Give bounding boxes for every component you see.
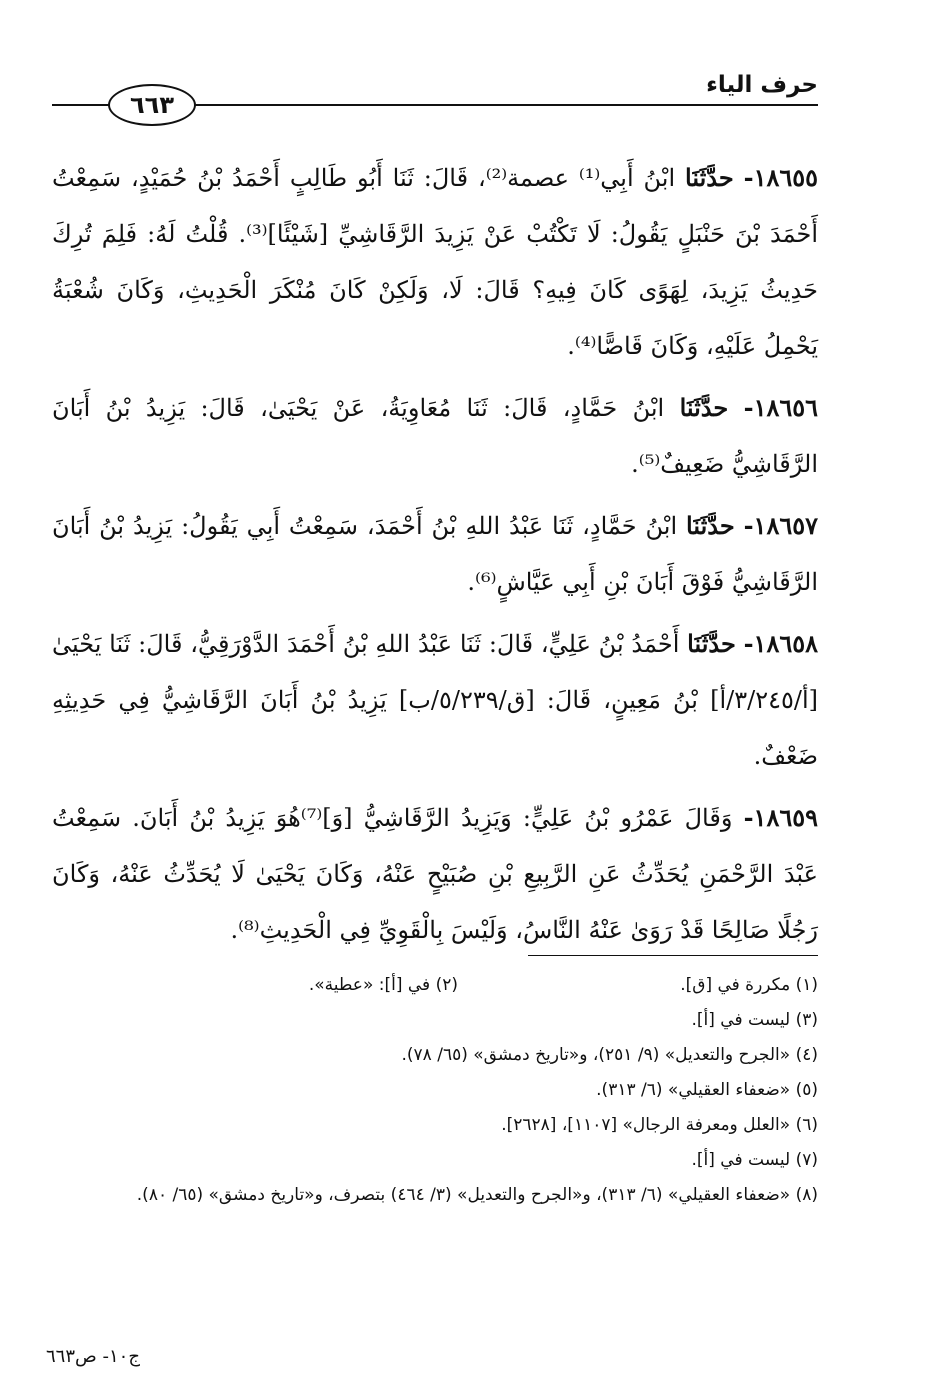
footnote: (١) مكررة في [ق].: [680, 975, 818, 995]
footnote-row: [52, 968, 818, 1003]
hadith-entry: [52, 150, 818, 374]
footnote: (٣) ليست في [أ].: [691, 1010, 818, 1030]
entry-number: ١٨٦٥٨-: [743, 629, 818, 658]
entry-number: ١٨٦٥٩-: [743, 803, 818, 832]
footnote: (٨) «ضعفاء العقيلي» (٦/ ٣١٣)، و«الجرح والتعديل» (٣/ ٤٦٤) بتصرف، و«تاريخ دمشق» (٦٥/ ٨٠).: [136, 1185, 818, 1205]
entry-keyword: حدَّثَنَا: [686, 511, 735, 540]
entry-text: وَقَالَ عَمْرُو بْنُ عَلِيٍّ: وَيَزِيدُ الرَّقَاشِيُّ [وَ]⁽⁷⁾هُوَ يَزِيدُ بْنُ أَبَانَ. سَمِعْتُ عَبْدَ الرَّحْمَنِ يُحَدِّثُ عَنِ الرَّبِيعِ بْنِ صُبَيْحٍ عَنْهُ، وَكَانَ يَحْيَىٰ لَا يُحَدِّثُ عَنْهُ، وَكَانَ رَجُلًا صَالِحًا قَدْ رَوَىٰ عَنْهُ النَّاسُ، وَلَيْسَ بِالْقَوِيِّ فِي الْحَدِيثِ⁽⁸⁾.: [52, 804, 818, 944]
footnote-separator: [528, 955, 818, 956]
main-text: [52, 150, 818, 964]
entry-keyword: حدَّثَنَا: [679, 393, 729, 422]
footnotes: [52, 968, 818, 1213]
entry-text: ابْنُ أَبِي⁽¹⁾ عصمة⁽²⁾، قَالَ: ثَنَا أَبُو طَالِبٍ أَحْمَدُ بْنُ حُمَيْدٍ، سَمِعْتُ أَحْمَدَ بْنَ حَنْبَلٍ يَقُولُ: لَا تَكْتُبْ عَنْ يَزِيدَ الرَّقَاشِيِّ [شَيْئًا]⁽³⁾. قُلْتُ لَهُ: فَلِمَ تُرِكَ حَدِيثُ يَزِيدَ، لِهَوًى كَانَ فِيهِ؟ قَالَ: لَا، وَلَكِنْ كَانَ مُنْكَرَ الْحَدِيثِ، وَكَانَ شُعْبَةُ يَحْمِلُ عَلَيْهِ، وَكَانَ قَاصًّا⁽⁴⁾.: [52, 164, 818, 360]
entry-text: ابْنُ حَمَّادٍ، ثَنَا عَبْدُ اللهِ بْنُ أَحْمَدَ، سَمِعْتُ أَبِي يَقُولُ: يَزِيدُ بْنُ أَبَانَ الرَّقَاشِيُّ فَوْقَ أَبَانَ بْنِ أَبِي عَيَّاشٍ⁽⁶⁾.: [52, 512, 818, 596]
entry-text: ابْنُ حَمَّادٍ، قَالَ: ثَنَا مُعَاوِيَةُ، عَنْ يَحْيَىٰ، قَالَ: يَزِيدُ بْنُ أَبَانَ الرَّقَاشِيُّ ضَعِيفٌ⁽⁵⁾.: [52, 394, 818, 478]
footnote: (٢) في [أ]: «عطية».: [308, 975, 458, 995]
hadith-entry: [52, 380, 818, 492]
entry-keyword: حدَّثَنَا: [685, 163, 734, 192]
entry-text: أَحْمَدُ بْنُ عَلِيٍّ، قَالَ: ثَنَا عَبْدُ اللهِ بْنُ أَحْمَدَ الدَّوْرَقِيُّ، قَالَ: ثَنَا يَحْيَىٰ [أ/٣/٢٤٥/أ] بْنُ مَعِينٍ، قَالَ: [ق/٥/٢٣٩/ب] يَزِيدُ بْنُ أَبَانَ الرَّقَاشِيُّ فِي حَدِيثِهِ ضَعْفٌ.: [52, 630, 818, 770]
page-number-badge: ٦٦٣: [108, 84, 196, 126]
entry-number: ١٨٦٥٦-: [743, 393, 819, 422]
volume-page-signature: ج١٠- ص٦٦٣: [46, 1346, 140, 1367]
entry-keyword: حدَّثَنَا: [687, 629, 736, 658]
entry-number: ١٨٦٥٥-: [743, 163, 819, 192]
footnote: (٥) «ضعفاء العقيلي» (٦/ ٣١٣).: [596, 1080, 818, 1100]
entry-number: ١٨٦٥٧-: [743, 511, 818, 540]
footnote: (٦) «العلل ومعرفة الرجال» [١١٠٧]، [٢٦٢٨].: [501, 1115, 818, 1135]
footnote: (٤) «الجرح والتعديل» (٩/ ٢٥١)، و«تاريخ دمشق» (٦٥/ ٧٨).: [401, 1045, 818, 1065]
chapter-title: حرف الياء: [706, 72, 818, 98]
footnote: (٧) ليست في [أ].: [691, 1150, 818, 1170]
hadith-entry: [52, 790, 818, 958]
hadith-entry: [52, 616, 818, 784]
hadith-entry: [52, 498, 818, 610]
